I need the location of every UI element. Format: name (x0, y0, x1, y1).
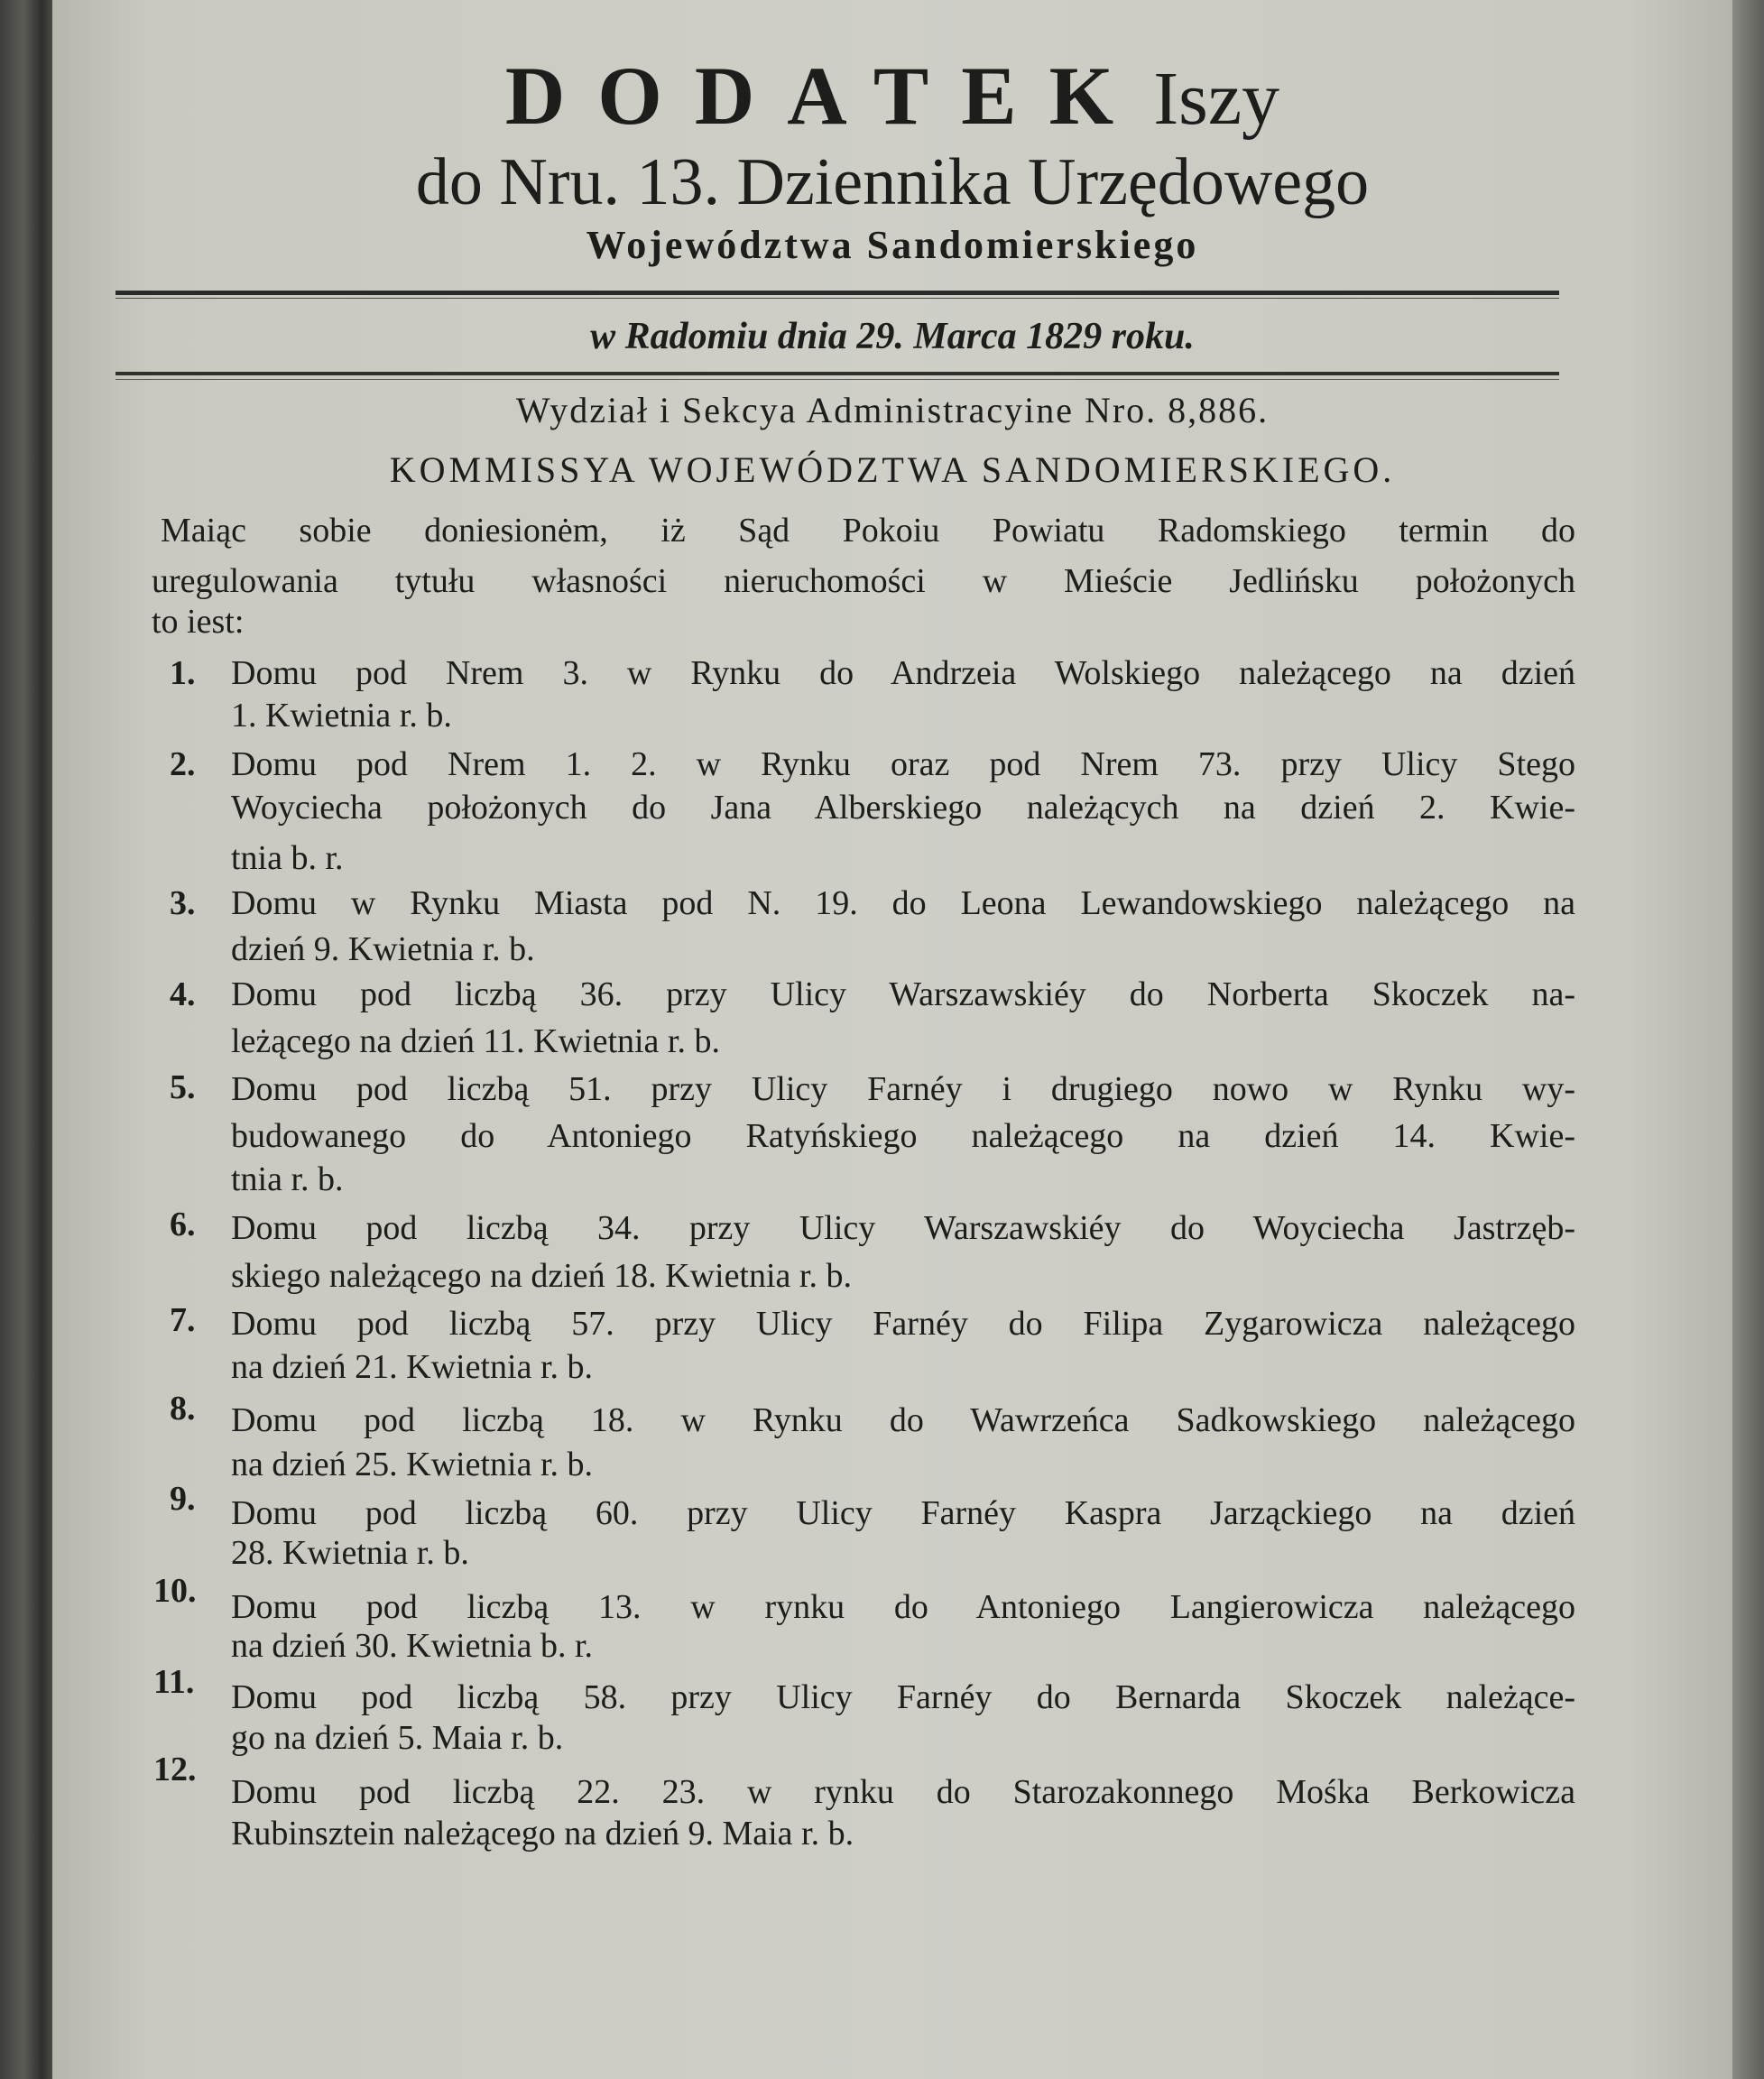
item-number: 3. (170, 884, 196, 922)
double-rule-top (115, 291, 1559, 295)
item-line: na dzień 25. Kwietnia r. b. (231, 1446, 594, 1483)
item-line: leżącego na dzień 11. Kwietnia r. b. (231, 1022, 720, 1060)
item-line: na dzień 30. Kwietnia b. r. (231, 1627, 594, 1665)
item-number: 12. (153, 1751, 197, 1788)
item-line: skiego należącego na dzień 18. Kwietnia r. b. (231, 1257, 852, 1295)
item-line: Domu pod liczbą 58. przy Ulicy Farnéy do Bernarda Skoczek należące- (231, 1678, 1575, 1716)
item-line: Domu w Rynku Miasta pod N. 19. do Leona Lewandowskiego należącego na (231, 884, 1575, 922)
item-line: 28. Kwietnia r. b. (231, 1534, 469, 1572)
item-line: budowanego do Antoniego Ratyńskiego należącego na dzień 14. Kwie- (231, 1117, 1575, 1155)
intro-line: Maiąc sobie doniesionėm, iż Sąd Pokoiu Powiatu Radomskiego termin do (161, 512, 1575, 550)
item-line: Woyciecha położonych do Jana Alberskiego należących na dzień 2. Kwie- (231, 789, 1575, 827)
item-line: dzień 9. Kwietnia r. b. (231, 930, 535, 968)
item-number: 10. (153, 1572, 197, 1610)
item-line: na dzień 21. Kwietnia r. b. (231, 1348, 594, 1386)
department-line: Wydział i Sekcya Administracyine Nro. 8,886. (515, 390, 1270, 430)
item-number: 2. (170, 745, 196, 783)
item-number: 1. (170, 654, 196, 692)
item-line: Domu pod Nrem 3. w Rynku do Andrzeia Wolskiego należącego na dzień (231, 654, 1575, 692)
commission-heading: KOMMISSYA WOJEWÓDZTWA SANDOMIERSKIEGO. (389, 449, 1396, 490)
intro-line: to iest: (152, 603, 245, 641)
item-number: 6. (170, 1206, 196, 1243)
masthead-title (52, 50, 1732, 142)
item-line: Domu pod liczbą 18. w Rynku do Wawrzeńca Sadkowskiego należącego (231, 1401, 1575, 1439)
item-number: 4. (170, 975, 196, 1013)
page (52, 0, 1732, 2079)
supplement-number: Iszy (1153, 57, 1280, 141)
item-line: 1. Kwietnia r. b. (231, 697, 452, 735)
item-number: 9. (170, 1480, 196, 1518)
item-line: tnia r. b. (231, 1160, 344, 1198)
masthead-subtitle-2: Województwa Sandomierskiego (586, 223, 1199, 267)
item-line: Domu pod liczbą 34. przy Ulicy Warszawskiéy do Woyciecha Jastrzęb- (231, 1209, 1575, 1247)
intro-line: uregulowania tytułu własności nieruchomości w Mieście Jedlińsku położonych (152, 562, 1575, 600)
item-line: Domu pod liczbą 57. przy Ulicy Farnéy do Filipa Zygarowicza należącego (231, 1305, 1575, 1343)
masthead-subtitle: do Nru. 13. Dziennika Urzędowego (415, 145, 1370, 219)
item-line: Domu pod liczbą 51. przy Ulicy Farnéy i drugiego nowo w Rynku wy- (231, 1070, 1575, 1108)
item-line: tnia b. r. (231, 839, 344, 877)
item-line: go na dzień 5. Maia r. b. (231, 1719, 564, 1757)
item-line: Domu pod liczbą 13. w rynku do Antoniego Langierowicza należącego (231, 1588, 1575, 1626)
page-edge (1732, 0, 1764, 2079)
dateline: w Radomiu dnia 29. Marca 1829 roku. (590, 316, 1195, 357)
item-number: 11. (153, 1663, 195, 1701)
item-line: Domu pod Nrem 1. 2. w Rynku oraz pod Nrem 73. przy Ulicy Stego (231, 745, 1575, 783)
item-line: Domu pod liczbą 60. przy Ulicy Farnéy Kaspra Jarząckiego na dzień (231, 1494, 1575, 1532)
book-spine (0, 0, 52, 2079)
double-rule-bottom (115, 372, 1559, 375)
item-line: Domu pod liczbą 36. przy Ulicy Warszawskiéy do Norberta Skoczek na- (231, 975, 1575, 1013)
title-word: DODATEK (504, 50, 1147, 142)
double-rule-bottom-thin (115, 379, 1559, 380)
item-line: Domu pod liczbą 22. 23. w rynku do Starozakonnego Mośka Berkowicza (231, 1773, 1575, 1811)
double-rule-top-thin (115, 298, 1559, 299)
item-number: 7. (170, 1301, 196, 1339)
item-number: 5. (170, 1068, 196, 1106)
item-line: Rubinsztein należącego na dzień 9. Maia r. b. (231, 1815, 854, 1853)
item-number: 8. (170, 1390, 196, 1428)
